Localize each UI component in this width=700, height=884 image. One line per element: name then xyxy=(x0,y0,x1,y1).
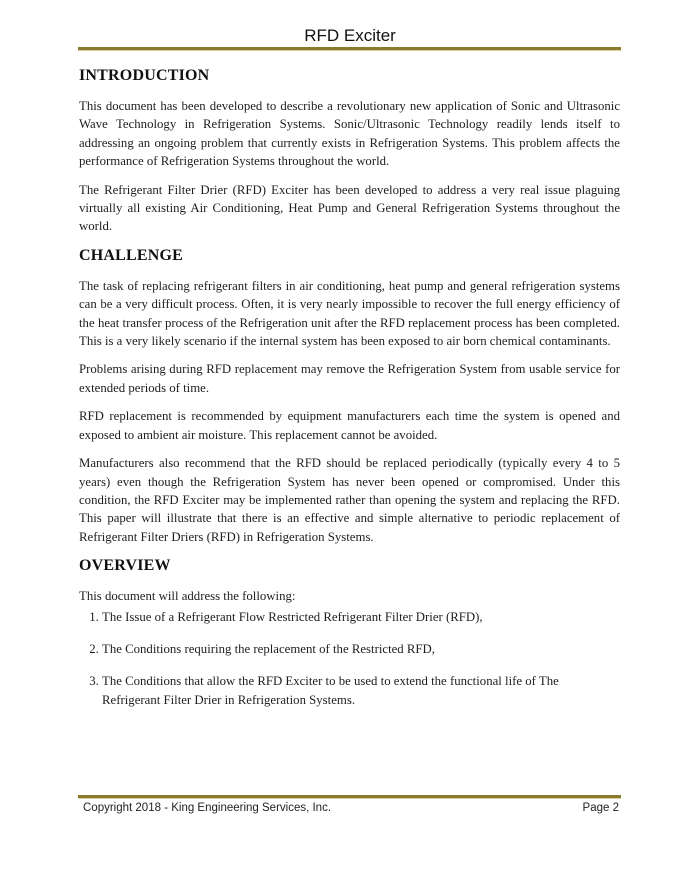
overview-section xyxy=(79,556,620,709)
footer-copyright: Copyright 2018 - King Engineering Services, Inc. xyxy=(83,802,332,814)
overview-list-item: 3. The Conditions that allow the RFD Exciter to be used to extend the functional life of The Refrigerant Filter Drier in Refrigeration Systems. xyxy=(102,672,620,709)
challenge-heading: CHALLENGE xyxy=(79,246,184,264)
introduction-paragraph-1: This document has been developed to describe a revolutionary new application of Sonic and Ultrasonic Wave Technology in Refrigeration Systems. Sonic/Ultrasonic Technology readily lends itself to addressing an ongoing problem that currently exists in Refrigeration Systems. This problem affects the performance of Refrigeration Systems throughout the world. xyxy=(79,99,620,169)
footer-page-number: Page 2 xyxy=(582,802,619,814)
introduction-section xyxy=(79,66,620,236)
introduction-heading: INTRODUCTION xyxy=(79,67,210,84)
challenge-paragraph-2: Problems arising during RFD replacement may remove the Refrigeration System from usable service for extended periods of time. xyxy=(79,362,620,395)
overview-list-item: 2. The Conditions requiring the replacement of the Restricted RFD, xyxy=(102,640,620,658)
challenge-paragraph-4: Manufacturers also recommend that the RFD should be replaced periodically (typically every 4 to 5 years) even though the Refrigeration System has never been opened or compromised. Under this condition, the RFD Exciter may be implemented rather than opening the system and replacing the RFD. This paper will illustrate that there is an effective and simple alternative to periodic replacement of Refrigerant Filter Driers (RFD) in Refrigeration Systems. xyxy=(79,456,620,544)
challenge-paragraph-3: RFD replacement is recommended by equipment manufacturers each time the system is opened and exposed to ambient air moisture. This replacement cannot be avoided. xyxy=(79,409,620,442)
overview-heading: OVERVIEW xyxy=(79,557,171,575)
introduction-paragraph-2: The Refrigerant Filter Drier (RFD) Exciter has been developed to address a very real issue plaguing virtually all existing Air Conditioning, Heat Pump and General Refrigeration Systems throughout the world. xyxy=(79,182,620,234)
overview-intro: This document will address the following: xyxy=(79,589,296,604)
page-header-title: RFD Exciter xyxy=(304,26,396,45)
challenge-paragraph-1: The task of replacing refrigerant filters in air conditioning, heat pump and general refrigeration systems can be a very difficult process. Often, it is very nearly impossible to recover the full energy efficiency of the heat transfer process of the Refrigeration unit after the RFD replacement process has been completed. This is a very likely scenario if the internal system has been exposed to air born chemical contaminants. xyxy=(79,278,620,349)
overview-list xyxy=(79,608,620,710)
footer-divider xyxy=(78,795,621,799)
header-divider xyxy=(78,47,621,51)
challenge-section xyxy=(79,246,620,546)
overview-list-item: 1. The Issue of a Refrigerant Flow Restricted Refrigerant Filter Drier (RFD), xyxy=(102,608,620,626)
document-body xyxy=(79,66,620,723)
